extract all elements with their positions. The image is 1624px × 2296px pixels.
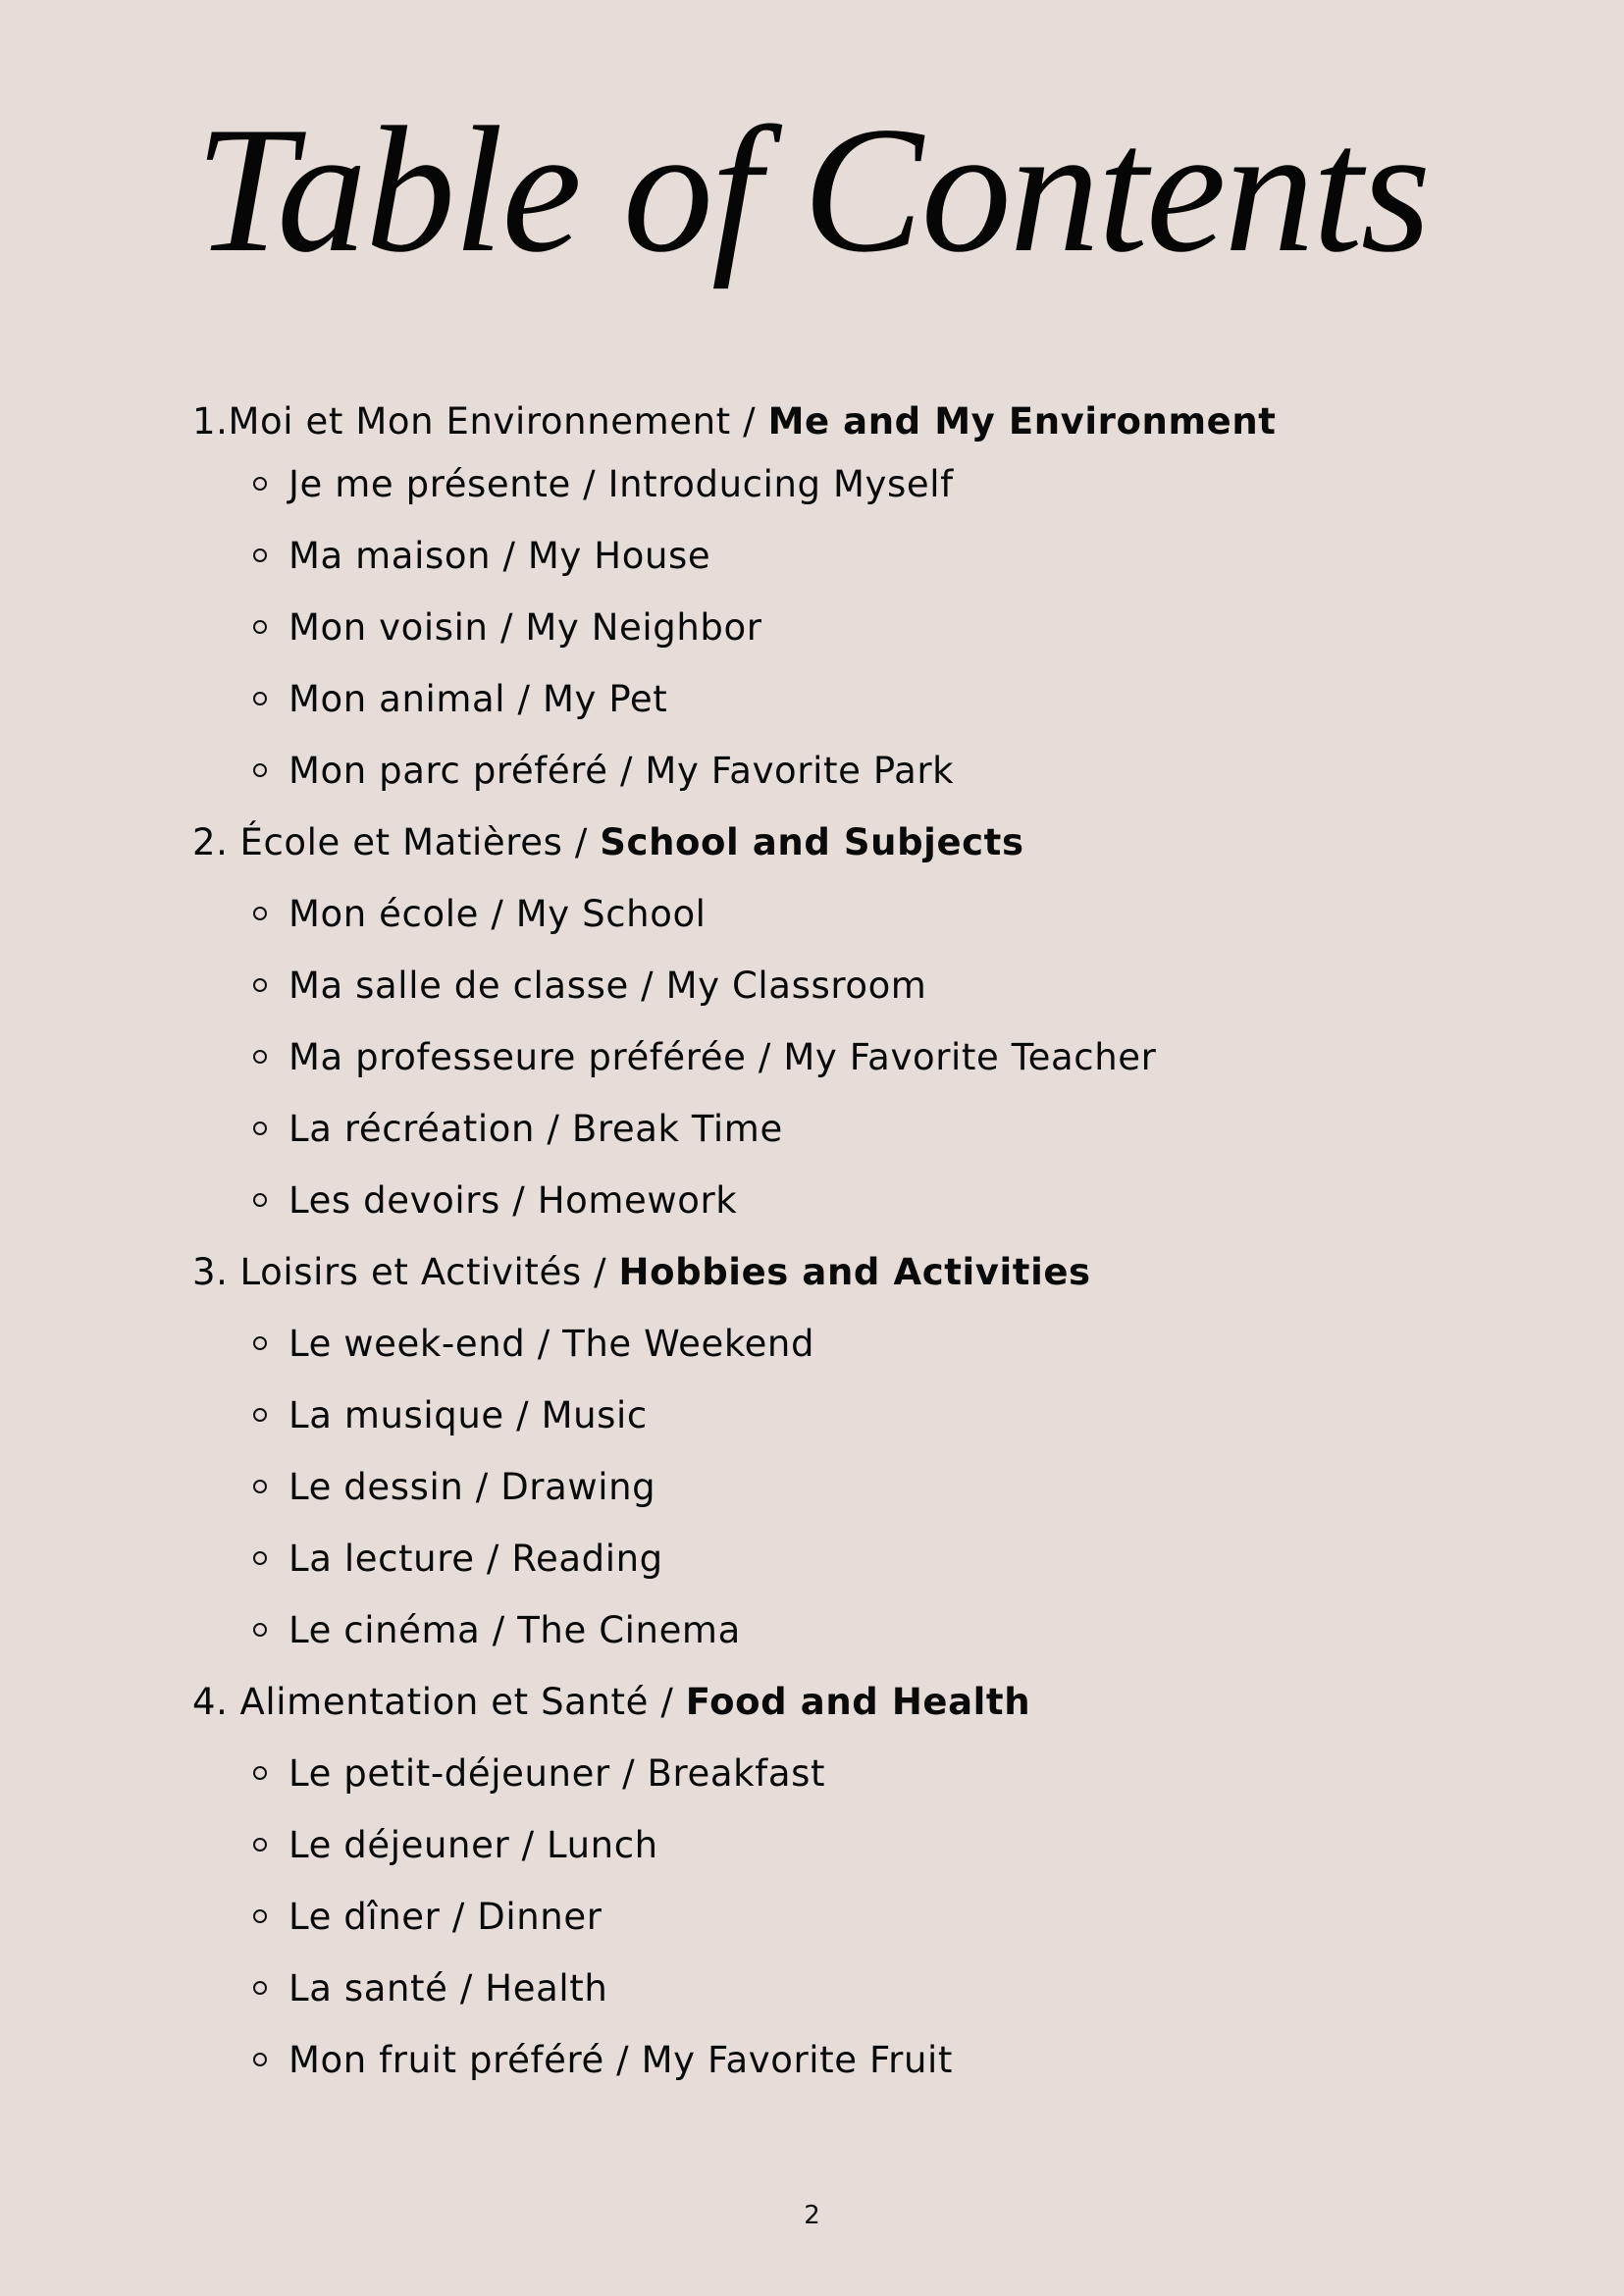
- bullet-circle-icon: [253, 2053, 267, 2066]
- list-item: [253, 462, 954, 507]
- bullet-circle-icon: [253, 978, 267, 992]
- list-item: [253, 1966, 607, 2011]
- list-item: [253, 964, 926, 1009]
- list-item: [253, 1035, 1156, 1080]
- bullet-circle-icon: [253, 1623, 267, 1637]
- section-number: 3.: [192, 1251, 229, 1293]
- list-item-label: La lecture / Reading: [288, 1538, 663, 1580]
- bullet-circle-icon: [253, 548, 267, 562]
- bullet-circle-icon: [253, 620, 267, 634]
- section-title-french: Alimentation et Santé /: [239, 1681, 686, 1723]
- bullet-circle-icon: [253, 1838, 267, 1852]
- list-item: [253, 749, 954, 794]
- section-heading: [192, 1250, 1091, 1295]
- bullet-circle-icon: [253, 477, 267, 491]
- list-item: [253, 1895, 602, 1940]
- bullet-circle-icon: [253, 1981, 267, 1995]
- bullet-circle-icon: [253, 692, 267, 705]
- bullet-circle-icon: [253, 1551, 267, 1565]
- list-item-label: Ma salle de classe / My Classroom: [288, 965, 927, 1007]
- list-item: [253, 1823, 658, 1868]
- list-item: [253, 1465, 655, 1510]
- list-item-label: Mon école / My School: [288, 893, 707, 935]
- list-item: [253, 677, 667, 722]
- section-number: 4.: [192, 1681, 229, 1723]
- page-number: 2: [804, 2201, 820, 2230]
- list-item-label: Mon voisin / My Neighbor: [288, 606, 762, 649]
- bullet-circle-icon: [253, 1336, 267, 1350]
- list-item: [253, 534, 710, 579]
- list-item: [253, 892, 707, 937]
- list-item: [253, 1608, 741, 1653]
- bullet-circle-icon: [253, 763, 267, 777]
- list-item-label: Le cinéma / The Cinema: [288, 1609, 741, 1651]
- list-item-label: Mon fruit préféré / My Favorite Fruit: [288, 2039, 954, 2081]
- list-item-label: Le dîner / Dinner: [288, 1896, 602, 1938]
- section-title-english: School and Subjects: [600, 821, 1024, 863]
- list-item-label: Le week-end / The Weekend: [288, 1323, 815, 1365]
- list-item-label: La santé / Health: [288, 1967, 608, 2009]
- bullet-circle-icon: [253, 1766, 267, 1780]
- bullet-circle-icon: [253, 1193, 267, 1207]
- list-item: [253, 1322, 814, 1367]
- section-title-english: Food and Health: [685, 1681, 1031, 1723]
- list-item: [253, 605, 762, 651]
- list-item-label: Le déjeuner / Lunch: [288, 1824, 658, 1866]
- list-item: [253, 1537, 663, 1582]
- list-item-label: Mon animal / My Pet: [288, 678, 668, 720]
- list-item-label: Je me présente / Introducing Myself: [288, 463, 954, 505]
- list-item-label: Les devoirs / Homework: [288, 1179, 738, 1222]
- section-number: 1.: [192, 400, 229, 443]
- list-item-label: Mon parc préféré / My Favorite Park: [288, 750, 955, 792]
- list-item-label: La récréation / Break Time: [288, 1108, 783, 1150]
- bullet-circle-icon: [253, 1122, 267, 1135]
- list-item: [253, 1107, 783, 1152]
- bullet-circle-icon: [253, 1909, 267, 1923]
- list-item: [253, 1393, 648, 1438]
- section-title-english: Me and My Environment: [767, 400, 1277, 443]
- bullet-circle-icon: [253, 1480, 267, 1493]
- list-item-label: Le dessin / Drawing: [288, 1466, 656, 1508]
- list-item-label: Ma professeure préférée / My Favorite Teacher: [288, 1036, 1157, 1078]
- list-item: [253, 1178, 737, 1224]
- list-item: [253, 1751, 825, 1797]
- section-title-french: Moi et Mon Environnement /: [228, 400, 768, 443]
- section-heading: [192, 399, 1277, 444]
- bullet-circle-icon: [253, 1050, 267, 1064]
- section-title-french: Loisirs et Activités /: [239, 1251, 619, 1293]
- list-item-label: Le petit-déjeuner / Breakfast: [288, 1752, 826, 1795]
- page-title: Table of Contents: [194, 89, 1430, 289]
- section-title-english: Hobbies and Activities: [618, 1251, 1091, 1293]
- section-heading: [192, 820, 1024, 865]
- list-item-label: Ma maison / My House: [288, 535, 711, 577]
- section-heading: [192, 1680, 1030, 1725]
- list-item-label: La musique / Music: [288, 1394, 648, 1436]
- section-number: 2.: [192, 821, 229, 863]
- section-title-french: École et Matières /: [239, 821, 601, 863]
- bullet-circle-icon: [253, 907, 267, 920]
- list-item: [253, 2038, 953, 2083]
- bullet-circle-icon: [253, 1408, 267, 1422]
